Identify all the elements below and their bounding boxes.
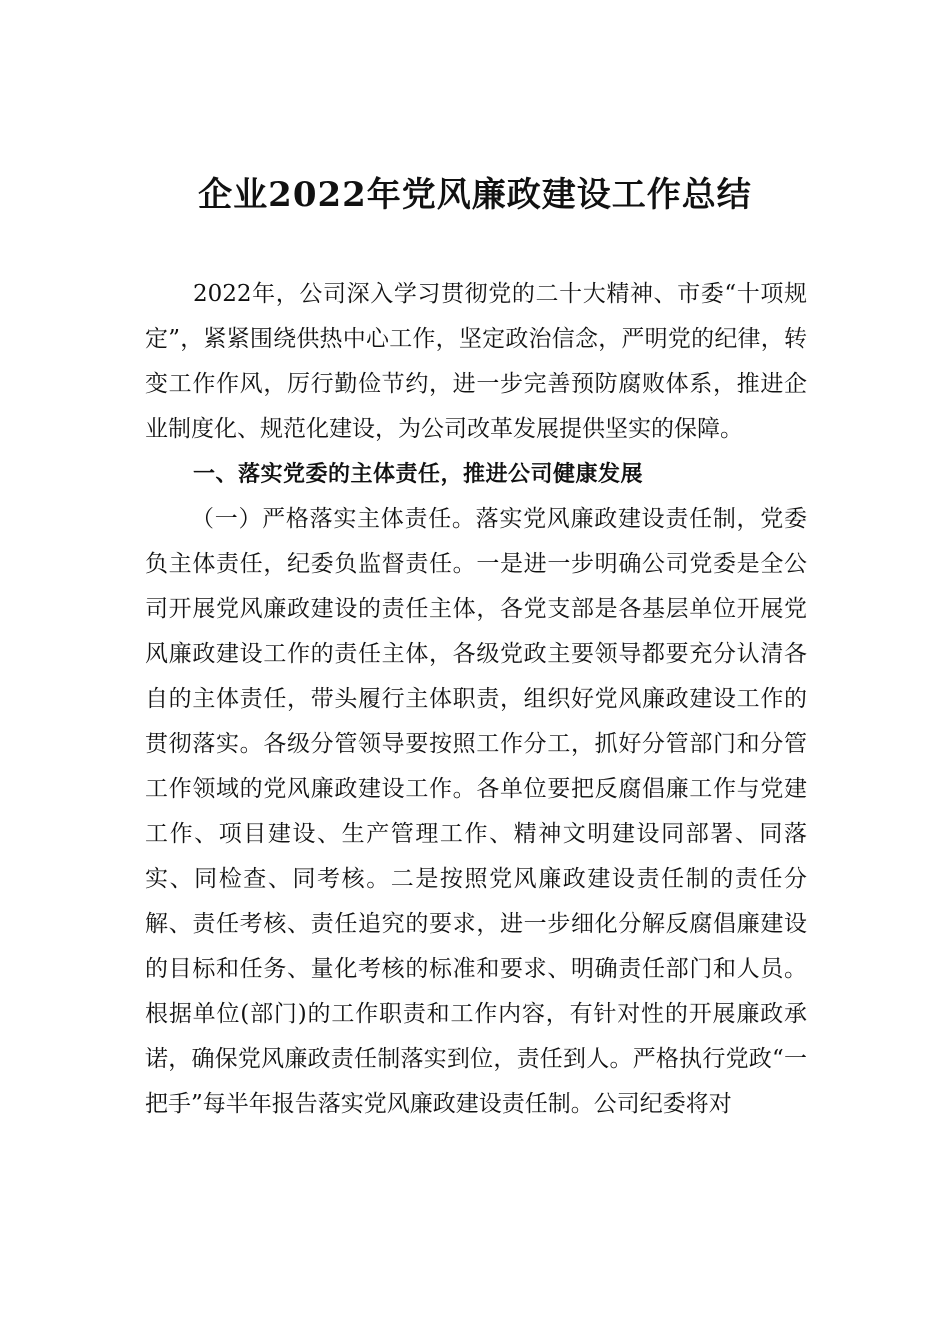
document-title: 企业2022年党风廉政建设工作总结 — [198, 175, 752, 215]
section-heading: 一、落实党委的主体责任，推进公司健康发展 — [193, 462, 644, 487]
intro-paragraph: 2022年，公司深入学习贯彻党的二十大精神、市委“十项规定”，紧紧围绕供热中心工作，坚定政治信念，严明党的纪律，转变工作作风，厉行勤俭节约，进一步完善预防腐败体系，推进企业制度化、规范化建设，为公司改革发展提供坚实的保障。 — [145, 281, 807, 442]
subsection-paragraph: （一）严格落实主体责任。落实党风廉政建设责任制，党委负主体责任，纪委负监督责任。一是进一步明确公司党委是全公司开展党风廉政建设的责任主体，各党支部是各基层单位开展党风廉政建设工作的责任主体，各级党政主要领导都要充分认清各自的主体责任，带头履行主体职责，组织好党风廉政建设工作的贯彻落实。各级分管领导要按照工作分工，抓好分管部门和分管工作领域的党风廉政建设工作。各单位要把反腐倡廉工作与党建工作、项目建设、生产管理工作、精神文明建设同部署、同落实、同检查、同考核。二是按照党风廉政建设责任制的责任分解、责任考核、责任追究的要求，进一步细化分解反腐倡廉建设的目标和任务、量化考核的标准和要求、明确责任部门和人员。根据单位(部门)的工作职责和工作内容，有针对性的开展廉政承诺，确保党风廉政责任制落实到位，责任到人。严格执行党政“一把手”每半年报告落实党风廉政建设责任制。公司纪委将对 — [145, 506, 807, 1117]
document-body — [145, 272, 807, 1127]
